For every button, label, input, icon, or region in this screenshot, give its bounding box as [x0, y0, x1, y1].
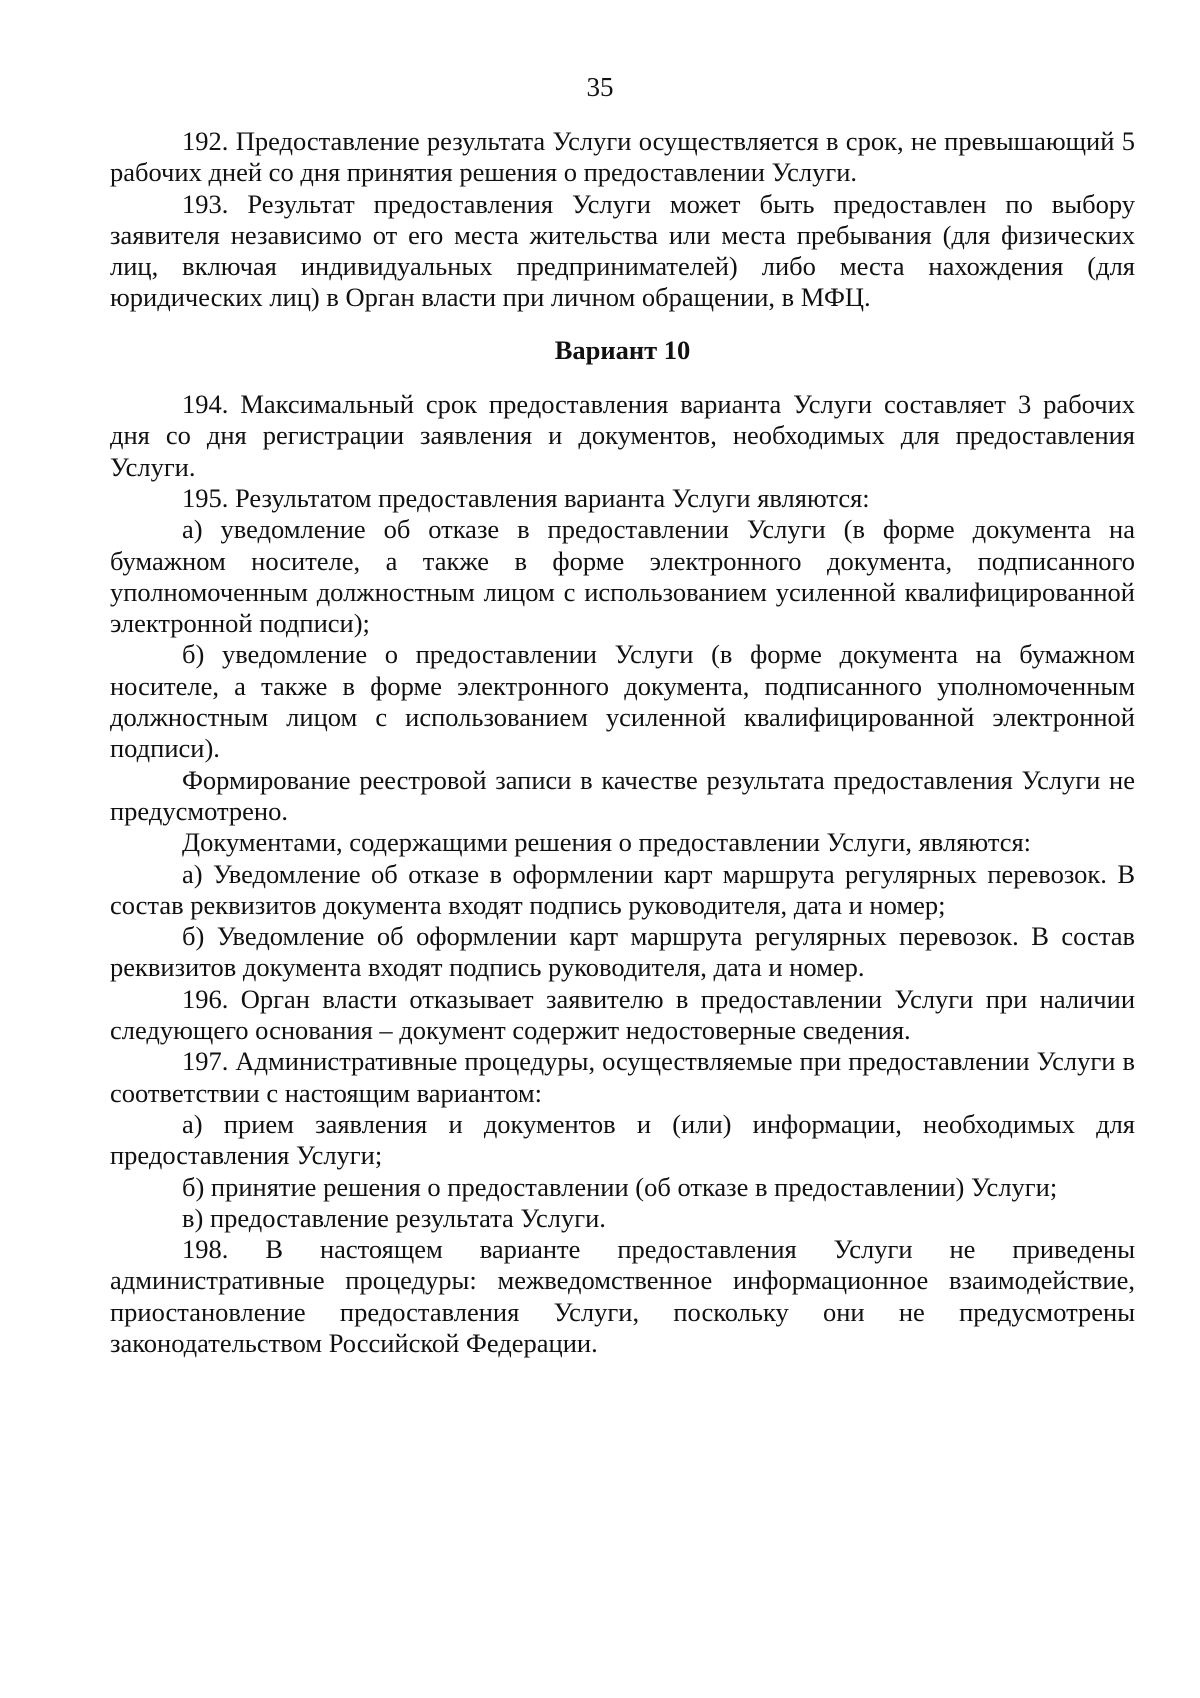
paragraph-195: 195. Результатом предоставления варианта Услуги являются:	[182, 482, 870, 513]
paragraph-192: 192. Предоставление результата Услуги осуществляется в срок, не превышающий 5 рабочих дней со дня принятия решения о предоставлении Услуги.	[110, 126, 1135, 188]
paragraph-198: 198. В настоящем варианте предоставления Услуги не приведены административные процедуры: межведомственное информационное взаимодействие, приостановление предоставления Услуги, поскольку они не предусмотрены законодательством Российской Федерации.	[110, 1234, 1135, 1358]
section-title: Вариант 10	[554, 334, 691, 365]
paragraph-196: 196. Орган власти отказывает заявителю в предоставлении Услуги при наличии следующего основания – документ содержит недостоверные сведения.	[110, 983, 1135, 1046]
list-item-197-a: а) прием заявления и документов и (или) информации, необходимых для предоставления Услуги;	[110, 1108, 1135, 1171]
registry-note-paragraph: Формирование реестровой записи в качестве результата предоставления Услуги не предусмотрено.	[110, 764, 1135, 826]
paragraph-194: 194. Максимальный срок предоставления варианта Услуги составляет 3 рабочих дня со дня регистрации заявления и документов, необходимых для предоставления Услуги.	[110, 389, 1135, 482]
decision-documents-paragraph: Документами, содержащими решения о предоставлении Услуги, являются:	[182, 827, 1032, 858]
list-item-documents-a: а) Уведомление об отказе в оформлении карт маршрута регулярных перевозок. В состав реквизитов документа входят подпись руководителя, дата и номер;	[110, 858, 1135, 920]
document-body	[110, 126, 1135, 1359]
paragraph-193: 193. Результат предоставления Услуги может быть предоставлен по выбору заявителя независимо от его места жительства или места пребывания (для физических лиц, включая индивидуальных предпринимателей) либо места нахождения (для юридических лиц) в Орган власти при личном обращении, в МФЦ.	[110, 188, 1135, 313]
page-number: 35	[586, 72, 614, 102]
list-item-197-b: б) принятие решения о предоставлении (об отказе в предоставлении) Услуги;	[182, 1171, 1058, 1202]
list-item-documents-b: б) Уведомление об оформлении карт маршрута регулярных перевозок. В состав реквизитов документа входят подпись руководителя, дата и номер.	[110, 921, 1135, 983]
list-item-195-b: б) уведомление о предоставлении Услуги (в форме документа на бумажном носителе, а также в форме электронного документа, подписанного уполномоченным должностным лицом с использованием усиленной квалифицированной электронной подписи).	[110, 639, 1135, 764]
list-item-195-a: а) уведомление об отказе в предоставлении Услуги (в форме документа на бумажном носителе, а также в форме электронного документа, подписанного уполномоченным должностным лицом с использованием усиленной квалифицированной электронной подписи);	[110, 514, 1135, 639]
paragraph-197: 197. Административные процедуры, осуществляемые при предоставлении Услуги в соответствии с настоящим вариантом:	[110, 1046, 1135, 1108]
list-item-197-c: в) предоставление результата Услуги.	[182, 1202, 606, 1233]
